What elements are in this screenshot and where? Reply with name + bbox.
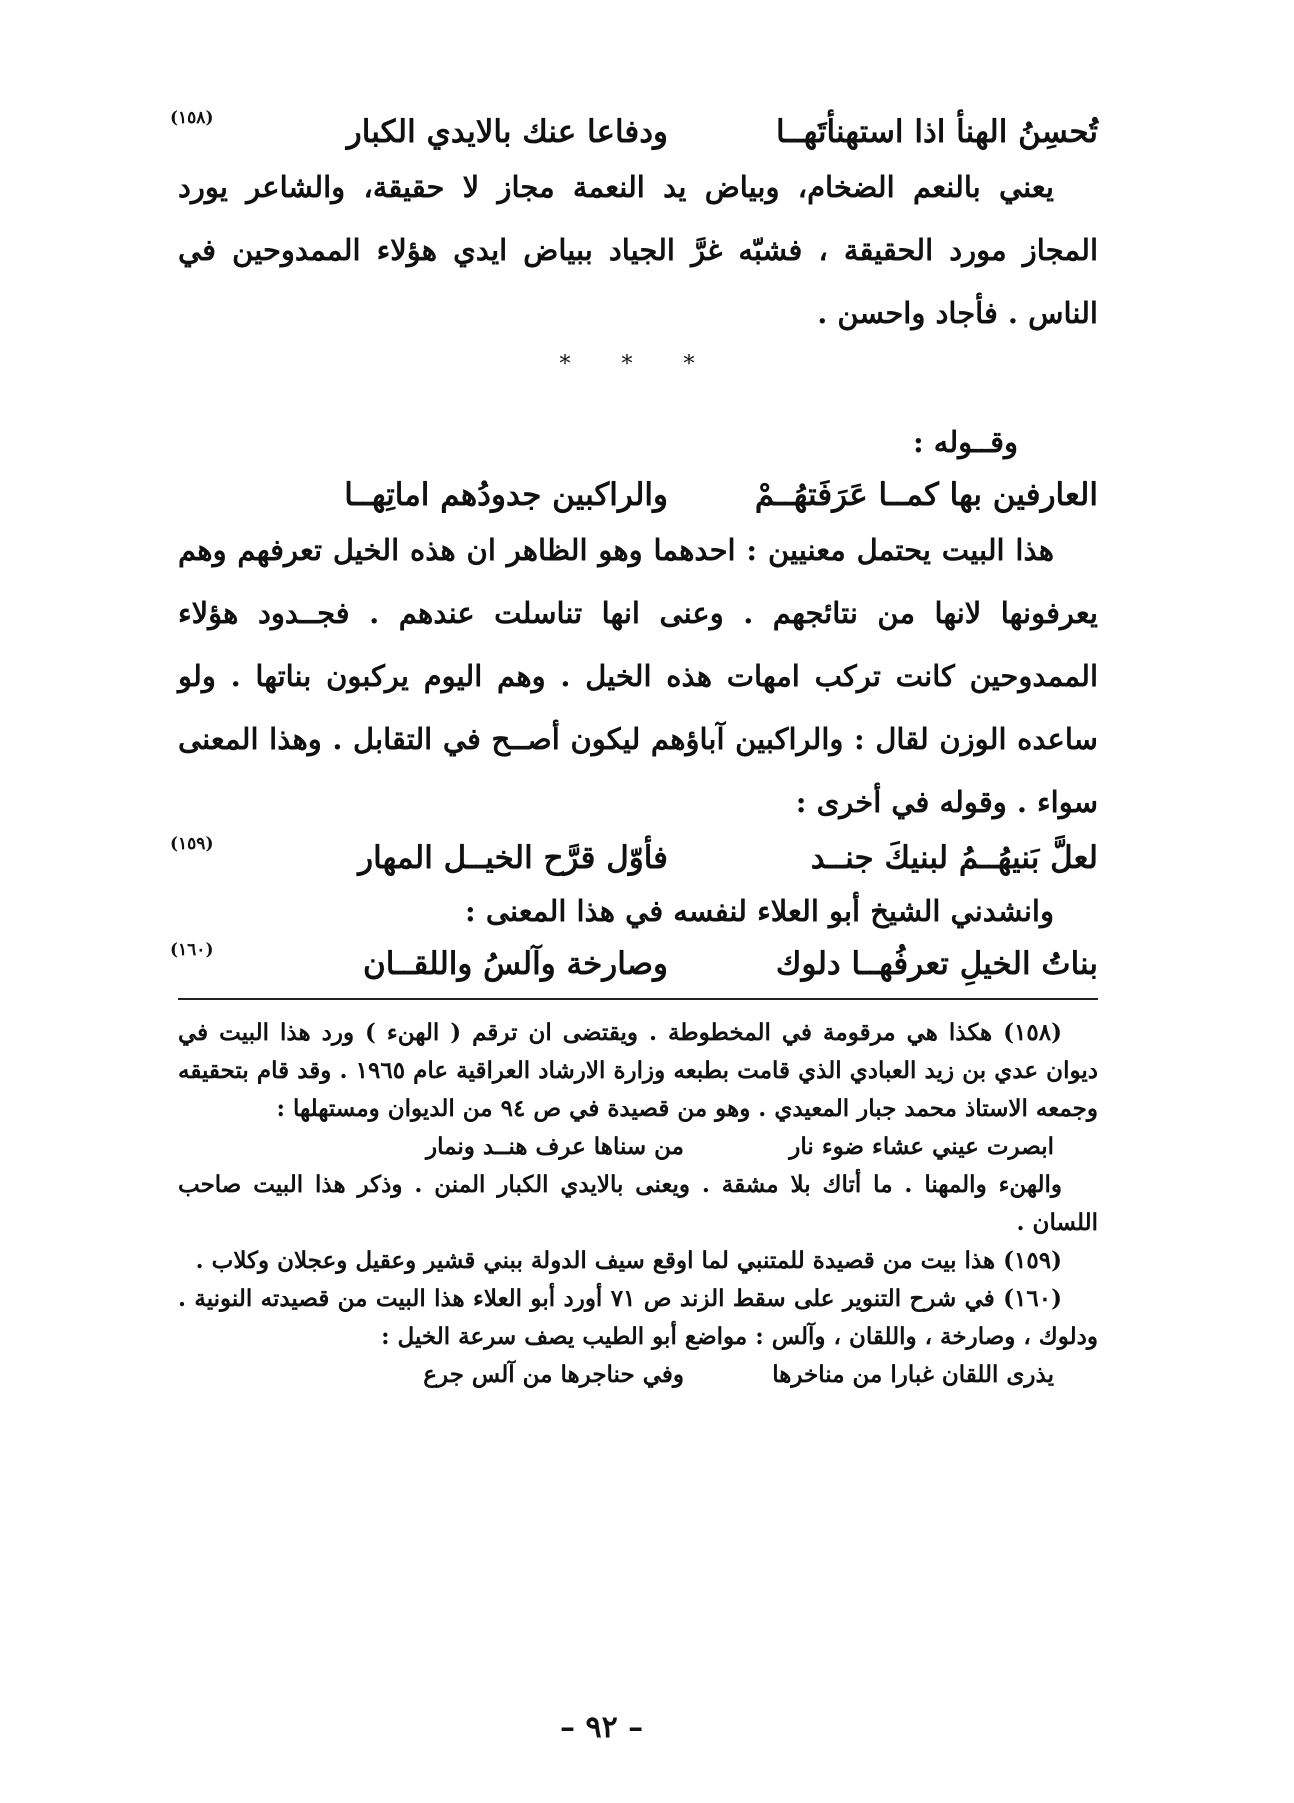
footnote-mark: (١٥٨) — [170, 108, 214, 128]
footnote-divider — [178, 998, 1098, 1000]
verse-hemistich: من سناها عرف هنــد ونمار — [425, 1133, 684, 1160]
footnote-160: (١٦٠) في شرح التنوير على سقط الزند ص ٧١ أورد أبو العلاء هذا البيت من قصيدته النونية . ودلوك ، وصارخة ، واللقان ، وآلس : مواضع أبو الطيب يصف سرعة الخيل : — [178, 1285, 1098, 1350]
section-separator: * * * — [559, 352, 717, 377]
verse-hemistich: بناتُ الخيلِ تعرفُهــا دلوك — [775, 946, 1098, 982]
commentary-paragraph: هذا البيت يحتمل معنيين : احدهما وهو الظاهر ان هذه الخيل تعرفهم وهم يعرفونها لانها من نتائجهم . وعنى انها تناسلت عندهم . فجــدود هؤلاء الممدوحين كانت تركب امهات هذه الخيل . وهم اليوم يركبون بناتها . ولو ساعده الوزن لقال : والراكبين آباؤهم ليكون أصــح في التقابل . وهذا المعنى سواء . وقوله في أخرى : — [178, 533, 1098, 819]
verse-hemistich: ابصرت عيني عشاء ضوء نار — [789, 1133, 1054, 1160]
verse-hemistich: لعلَّ بَنيهُــمُ لبنيكَ جنــد — [810, 840, 1098, 876]
footnote-verse — [178, 1128, 1098, 1166]
footnotes — [178, 1014, 1098, 1394]
verse-hemistich: تُحسِنُ الهنأ اذا استهنأتَهــا — [775, 114, 1098, 150]
footnote-158-tail: والهنء والمهنا . ما أتاك بلا مشقة . ويعنى بالايدي الكبار المنن . وذكر هذا البيت صاحب اللسان . — [178, 1171, 1098, 1236]
verse-158 — [170, 108, 1098, 156]
page-number: – ٩٢ – — [560, 1710, 644, 1745]
verse-intro: وقــوله : — [912, 425, 1018, 459]
verse-hemistich: يذرى اللقان غبارا من مناخرها — [772, 1361, 1054, 1388]
verse-hemistich: فأوّل قرَّح الخيــل المهار — [358, 840, 668, 876]
commentary-paragraph: يعني بالنعم الضخام، وبياض يد النعمة مجاز لا حقيقة، والشاعر يورد المجاز مورد الحقيقة ، فشبّه غرَّ الجياد ببياض ايدي هؤلاء الممدوحين في الناس . فأجاد واحسن . — [178, 170, 1098, 330]
verse-hemistich: العارفين بها كمــا عَرَفَتهُــمْ — [754, 477, 1098, 513]
verse-hemistich: وصارخة وآلسُ واللقــان — [363, 946, 668, 982]
footnote-verse — [178, 1356, 1098, 1394]
footnote-159: (١٥٩) هذا بيت من قصيدة للمتنبي لما اوقع سيف الدولة ببني قشير وعقيل وعجلان وكلاب . — [195, 1247, 1062, 1274]
verse-hemistich: وفي حناجرها من آلس جرع — [423, 1361, 684, 1388]
verse-hemistich: والراكبين جدودُهم اماتِهــا — [344, 477, 668, 513]
verse-hemistich: ودفاعا عنك بالايدي الكبار — [346, 114, 668, 150]
footnote-mark: (١٦٠) — [170, 940, 214, 960]
footnote-mark: (١٥٩) — [170, 834, 214, 854]
verse-160 — [170, 940, 1098, 988]
verse-159 — [170, 834, 1098, 882]
verse-2 — [178, 471, 1098, 519]
page-body — [170, 108, 1098, 1394]
verse-intro: وانشدني الشيخ أبو العلاء لنفسه في هذا المعنى : — [465, 894, 1054, 928]
footnote-158: (١٥٨) هكذا هي مرقومة في المخطوطة . ويقتضى ان ترقم ( الهنء ) ورد هذا البيت في ديوان عدي بن زيد العبادي الذي قامت بطبعه وزارة الارشاد العراقية عام ١٩٦٥ . وقد قام بتحقيقه وجمعه الاستاذ محمد جبار المعيدي . وهو من قصيدة في ص ٩٤ من الديوان ومستهلها : — [178, 1019, 1098, 1122]
